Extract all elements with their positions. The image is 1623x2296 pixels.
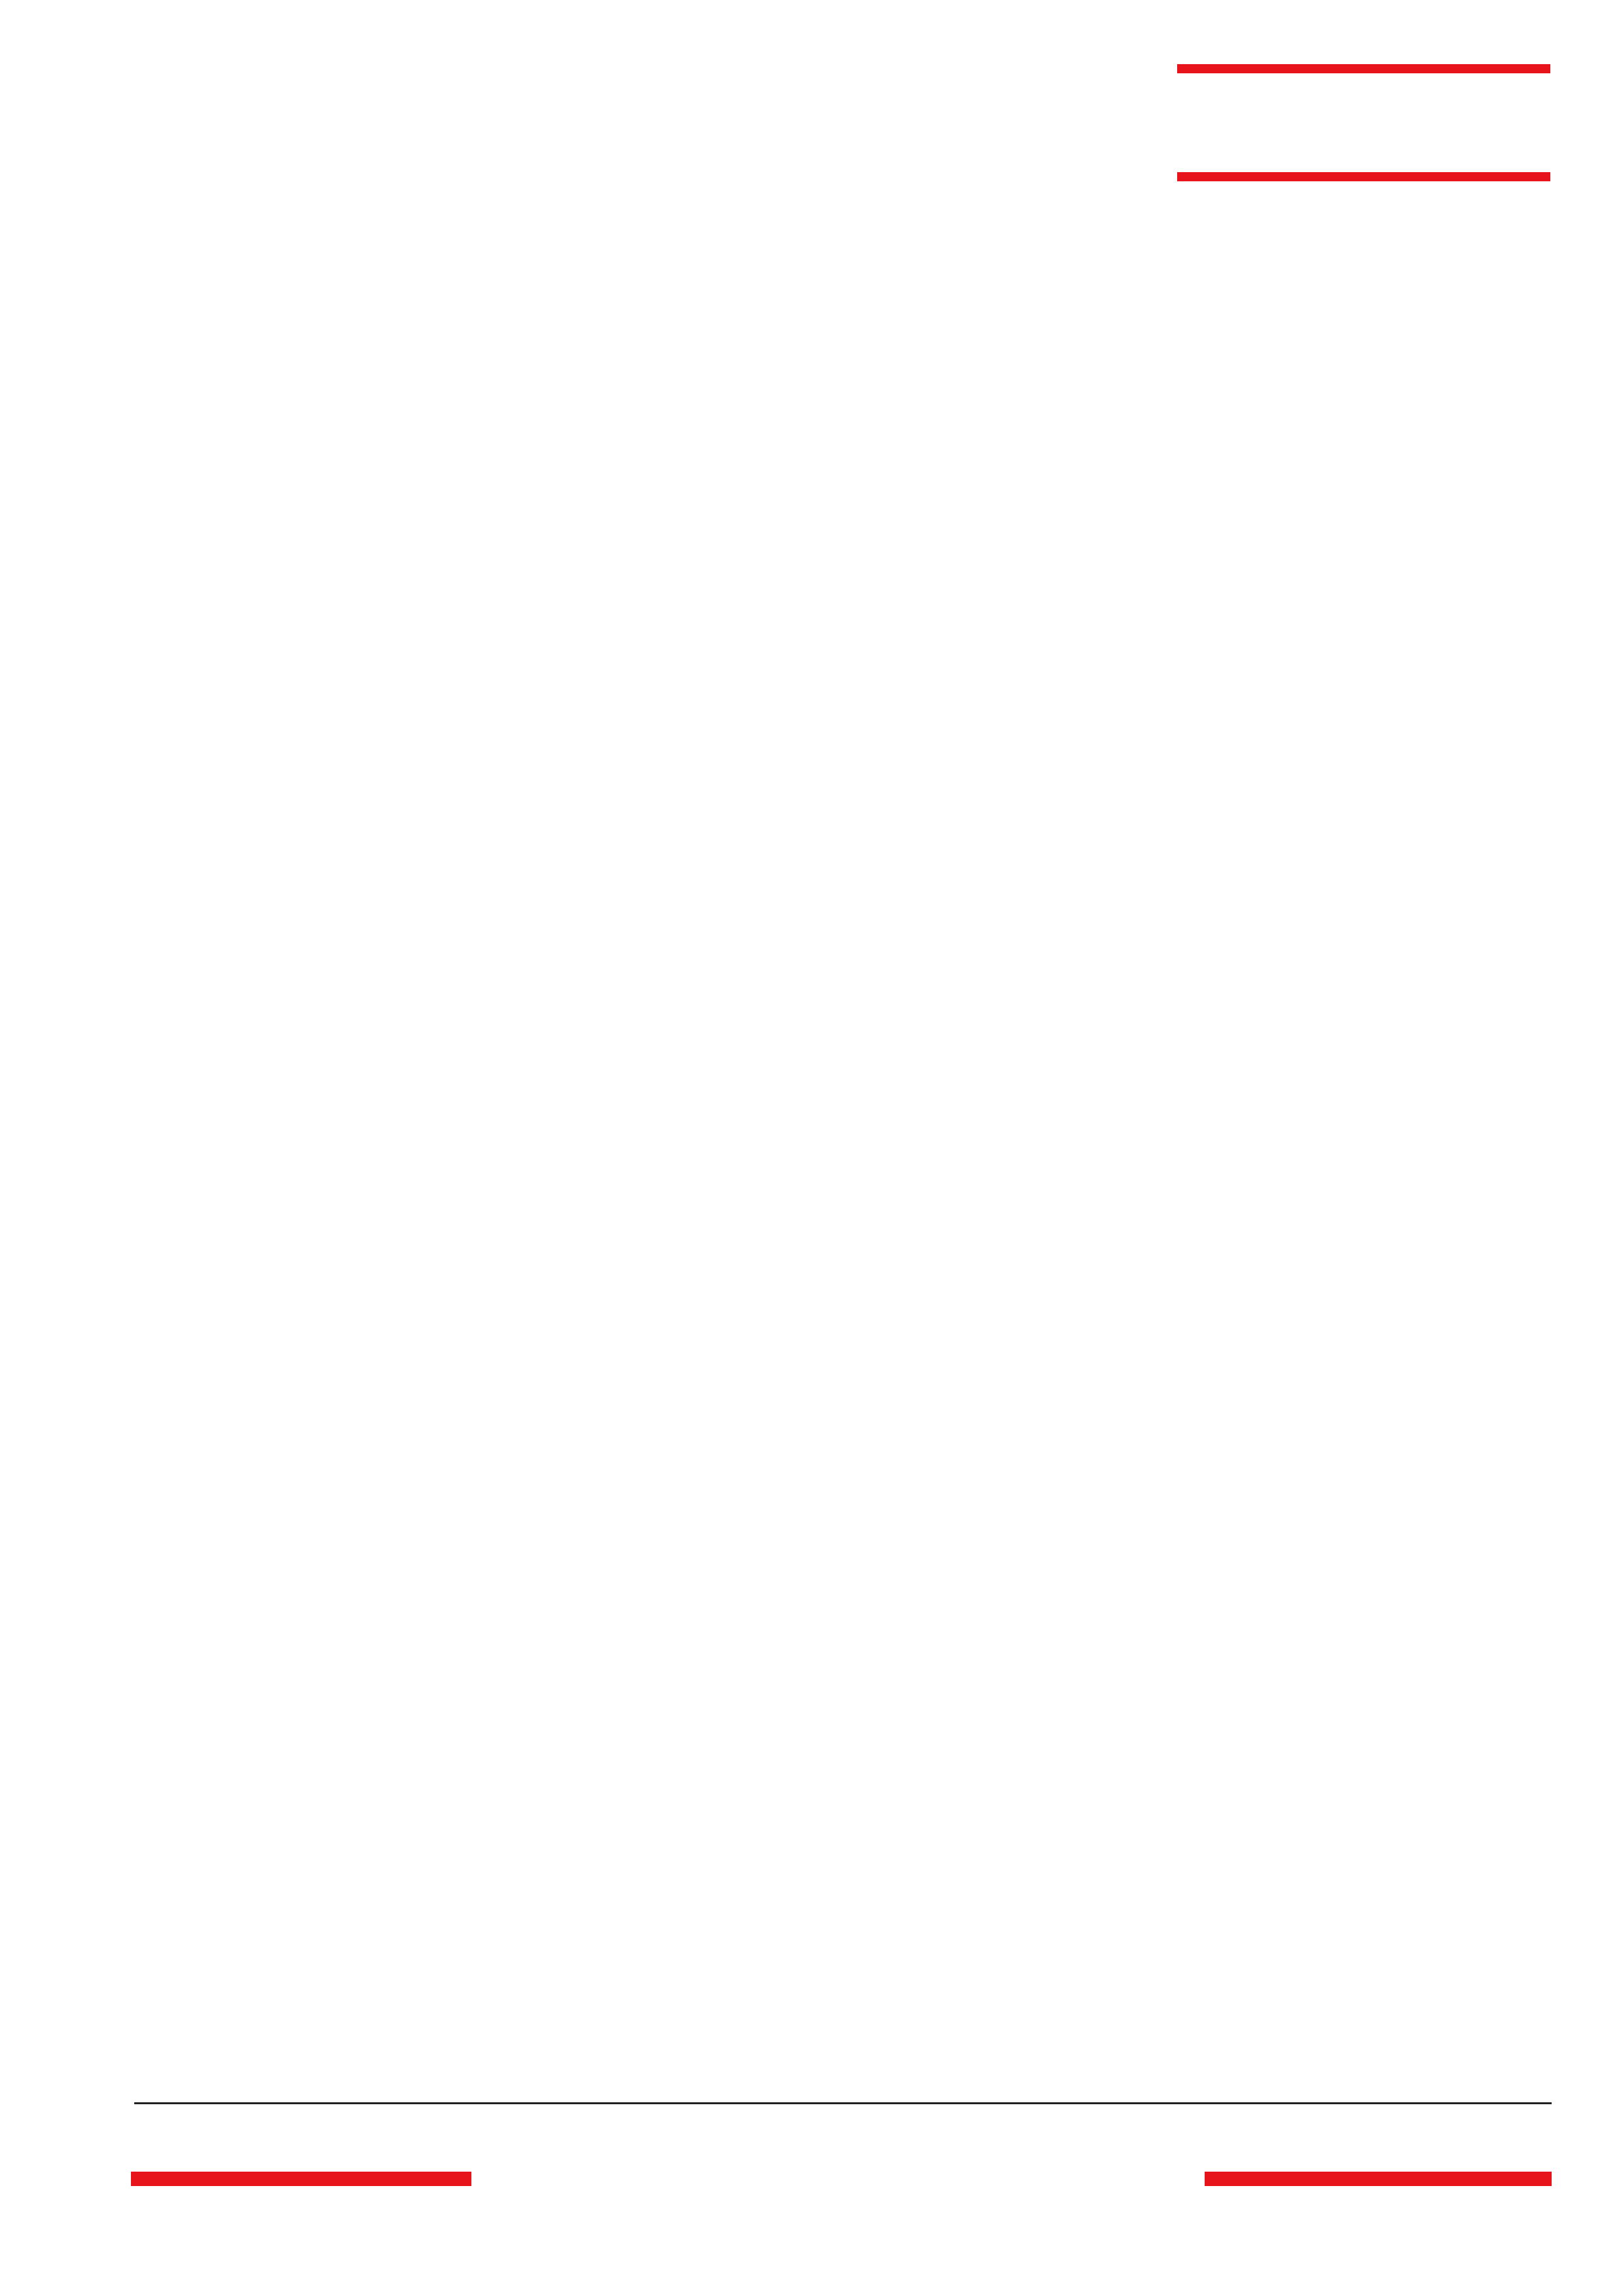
mcc-logo [1184, 82, 1550, 190]
footer-red-bar-left [131, 2172, 471, 2186]
figure-2-chart [576, 373, 1061, 1041]
logo-top-bar [1177, 64, 1550, 73]
footer-divider [134, 2102, 1552, 2104]
figure-3-chart [1113, 373, 1597, 1041]
figure-1-chart [59, 373, 543, 1041]
footer-red-bar-right [1205, 2172, 1552, 2186]
figure-4-chart [288, 1283, 1349, 1911]
